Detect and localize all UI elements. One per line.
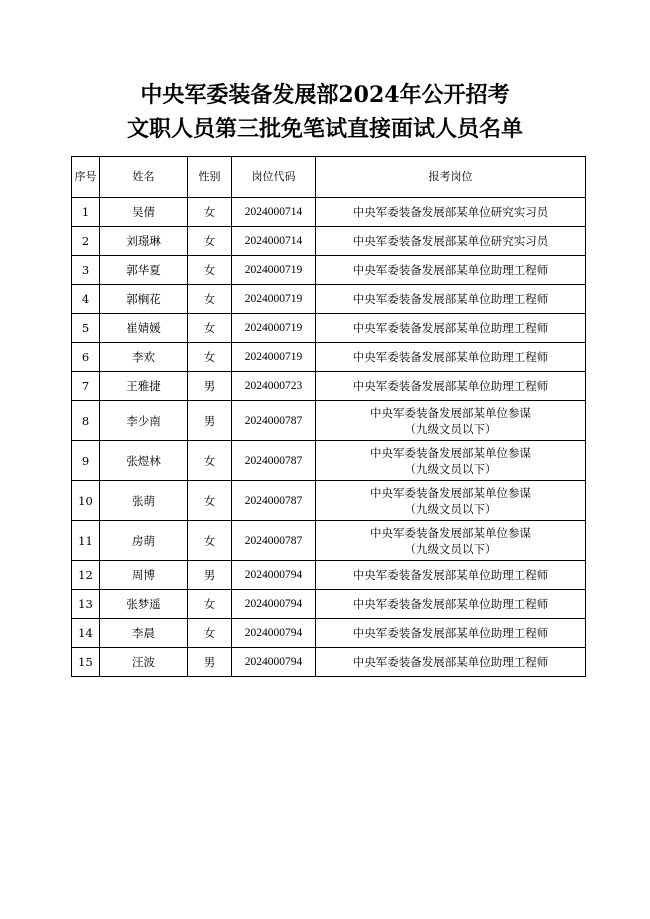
table-row xyxy=(72,481,586,521)
position-line: 中央军委装备发展部某单位助理工程师 xyxy=(352,350,549,364)
cell-gender: 女 xyxy=(188,314,232,343)
header-name: 姓名 xyxy=(100,157,188,198)
position-line: 中央军委装备发展部某单位参谋 xyxy=(370,405,531,420)
cell-name: 房萌 xyxy=(100,521,188,561)
position-line: 中央军委装备发展部某单位参谋 xyxy=(370,525,531,540)
cell-name: 李欢 xyxy=(100,343,188,372)
cell-index: 5 xyxy=(72,314,100,343)
cell-position xyxy=(316,285,586,314)
document-title xyxy=(0,78,650,146)
cell-name: 王雅捷 xyxy=(100,372,188,401)
cell-gender: 女 xyxy=(188,227,232,256)
cell-code: 2024000714 xyxy=(232,227,316,256)
position-line: 中央军委装备发展部某单位助理工程师 xyxy=(352,597,549,611)
header-index: 序号 xyxy=(72,157,100,198)
cell-index: 1 xyxy=(72,198,100,227)
cell-code: 2024000794 xyxy=(232,648,316,677)
header-gender: 性别 xyxy=(188,157,232,198)
table-header-row xyxy=(72,157,586,198)
cell-index: 3 xyxy=(72,256,100,285)
cell-gender: 女 xyxy=(188,441,232,481)
table-row xyxy=(72,590,586,619)
cell-code: 2024000787 xyxy=(232,521,316,561)
cell-position xyxy=(316,441,586,481)
cell-code: 2024000787 xyxy=(232,401,316,441)
cell-name: 李少南 xyxy=(100,401,188,441)
cell-gender: 男 xyxy=(188,372,232,401)
cell-position xyxy=(316,198,586,227)
cell-position xyxy=(316,401,586,441)
position-line: 中央军委装备发展部某单位研究实习员 xyxy=(352,234,549,248)
cell-name: 张煜林 xyxy=(100,441,188,481)
cell-position xyxy=(316,619,586,648)
position-line: 中央军委装备发展部某单位助理工程师 xyxy=(352,263,549,277)
cell-index: 11 xyxy=(72,521,100,561)
cell-code: 2024000714 xyxy=(232,198,316,227)
cell-name: 周博 xyxy=(100,561,188,590)
cell-code: 2024000719 xyxy=(232,343,316,372)
position-line: 中央军委装备发展部某单位助理工程师 xyxy=(352,379,549,393)
table-row xyxy=(72,561,586,590)
cell-name: 崔婧媛 xyxy=(100,314,188,343)
table-row xyxy=(72,372,586,401)
cell-code: 2024000719 xyxy=(232,285,316,314)
position-line: 中央军委装备发展部某单位助理工程师 xyxy=(352,655,549,669)
cell-gender: 女 xyxy=(188,256,232,285)
cell-code: 2024000794 xyxy=(232,590,316,619)
cell-index: 8 xyxy=(72,401,100,441)
table-row xyxy=(72,256,586,285)
cell-code: 2024000794 xyxy=(232,561,316,590)
cell-code: 2024000723 xyxy=(232,372,316,401)
position-line: （九级文员以下） xyxy=(404,421,497,436)
cell-index: 13 xyxy=(72,590,100,619)
position-line: 中央军委装备发展部某单位助理工程师 xyxy=(352,321,549,335)
cell-index: 12 xyxy=(72,561,100,590)
cell-index: 14 xyxy=(72,619,100,648)
cell-position xyxy=(316,481,586,521)
cell-gender: 男 xyxy=(188,648,232,677)
candidate-table xyxy=(71,156,586,677)
cell-gender: 男 xyxy=(188,561,232,590)
position-line: （九级文员以下） xyxy=(404,541,497,556)
position-line: 中央军委装备发展部某单位参谋 xyxy=(370,445,531,460)
cell-index: 2 xyxy=(72,227,100,256)
position-line: 中央军委装备发展部某单位助理工程师 xyxy=(352,626,549,640)
table-row xyxy=(72,285,586,314)
cell-position xyxy=(316,372,586,401)
cell-gender: 女 xyxy=(188,481,232,521)
cell-position xyxy=(316,521,586,561)
cell-name: 吴倩 xyxy=(100,198,188,227)
cell-index: 4 xyxy=(72,285,100,314)
cell-gender: 女 xyxy=(188,198,232,227)
cell-index: 6 xyxy=(72,343,100,372)
position-line: 中央军委装备发展部某单位助理工程师 xyxy=(352,292,549,306)
cell-code: 2024000787 xyxy=(232,441,316,481)
cell-code: 2024000719 xyxy=(232,314,316,343)
cell-index: 7 xyxy=(72,372,100,401)
cell-position xyxy=(316,561,586,590)
cell-gender: 女 xyxy=(188,619,232,648)
cell-name: 李晨 xyxy=(100,619,188,648)
cell-index: 9 xyxy=(72,441,100,481)
cell-gender: 男 xyxy=(188,401,232,441)
cell-name: 汪波 xyxy=(100,648,188,677)
table-row xyxy=(72,343,586,372)
header-position: 报考岗位 xyxy=(316,157,586,198)
cell-position xyxy=(316,227,586,256)
table-row xyxy=(72,648,586,677)
cell-code: 2024000794 xyxy=(232,619,316,648)
title-line-1: 中央军委装备发展部2024年公开招考 xyxy=(140,82,510,108)
position-line: 中央军委装备发展部某单位参谋 xyxy=(370,485,531,500)
cell-code: 2024000787 xyxy=(232,481,316,521)
cell-gender: 女 xyxy=(188,590,232,619)
table-row xyxy=(72,441,586,481)
cell-name: 张梦遥 xyxy=(100,590,188,619)
cell-name: 郭榈花 xyxy=(100,285,188,314)
cell-gender: 女 xyxy=(188,285,232,314)
cell-gender: 女 xyxy=(188,343,232,372)
table-row xyxy=(72,227,586,256)
position-line: （九级文员以下） xyxy=(404,461,497,476)
cell-name: 张萌 xyxy=(100,481,188,521)
table-row xyxy=(72,521,586,561)
table-row xyxy=(72,619,586,648)
header-code: 岗位代码 xyxy=(232,157,316,198)
table-row xyxy=(72,314,586,343)
title-line-2: 文职人员第三批免笔试直接面试人员名单 xyxy=(126,116,523,142)
position-line: 中央军委装备发展部某单位研究实习员 xyxy=(352,205,549,219)
position-line: 中央军委装备发展部某单位助理工程师 xyxy=(352,568,549,582)
cell-code: 2024000719 xyxy=(232,256,316,285)
cell-position xyxy=(316,256,586,285)
cell-position xyxy=(316,314,586,343)
cell-position xyxy=(316,343,586,372)
table-row xyxy=(72,401,586,441)
position-line: （九级文员以下） xyxy=(404,501,497,516)
cell-index: 15 xyxy=(72,648,100,677)
cell-gender: 女 xyxy=(188,521,232,561)
cell-name: 刘璟琳 xyxy=(100,227,188,256)
cell-name: 郭华夏 xyxy=(100,256,188,285)
table-body xyxy=(72,198,586,677)
table-row xyxy=(72,198,586,227)
cell-position xyxy=(316,648,586,677)
cell-position xyxy=(316,590,586,619)
cell-index: 10 xyxy=(72,481,100,521)
